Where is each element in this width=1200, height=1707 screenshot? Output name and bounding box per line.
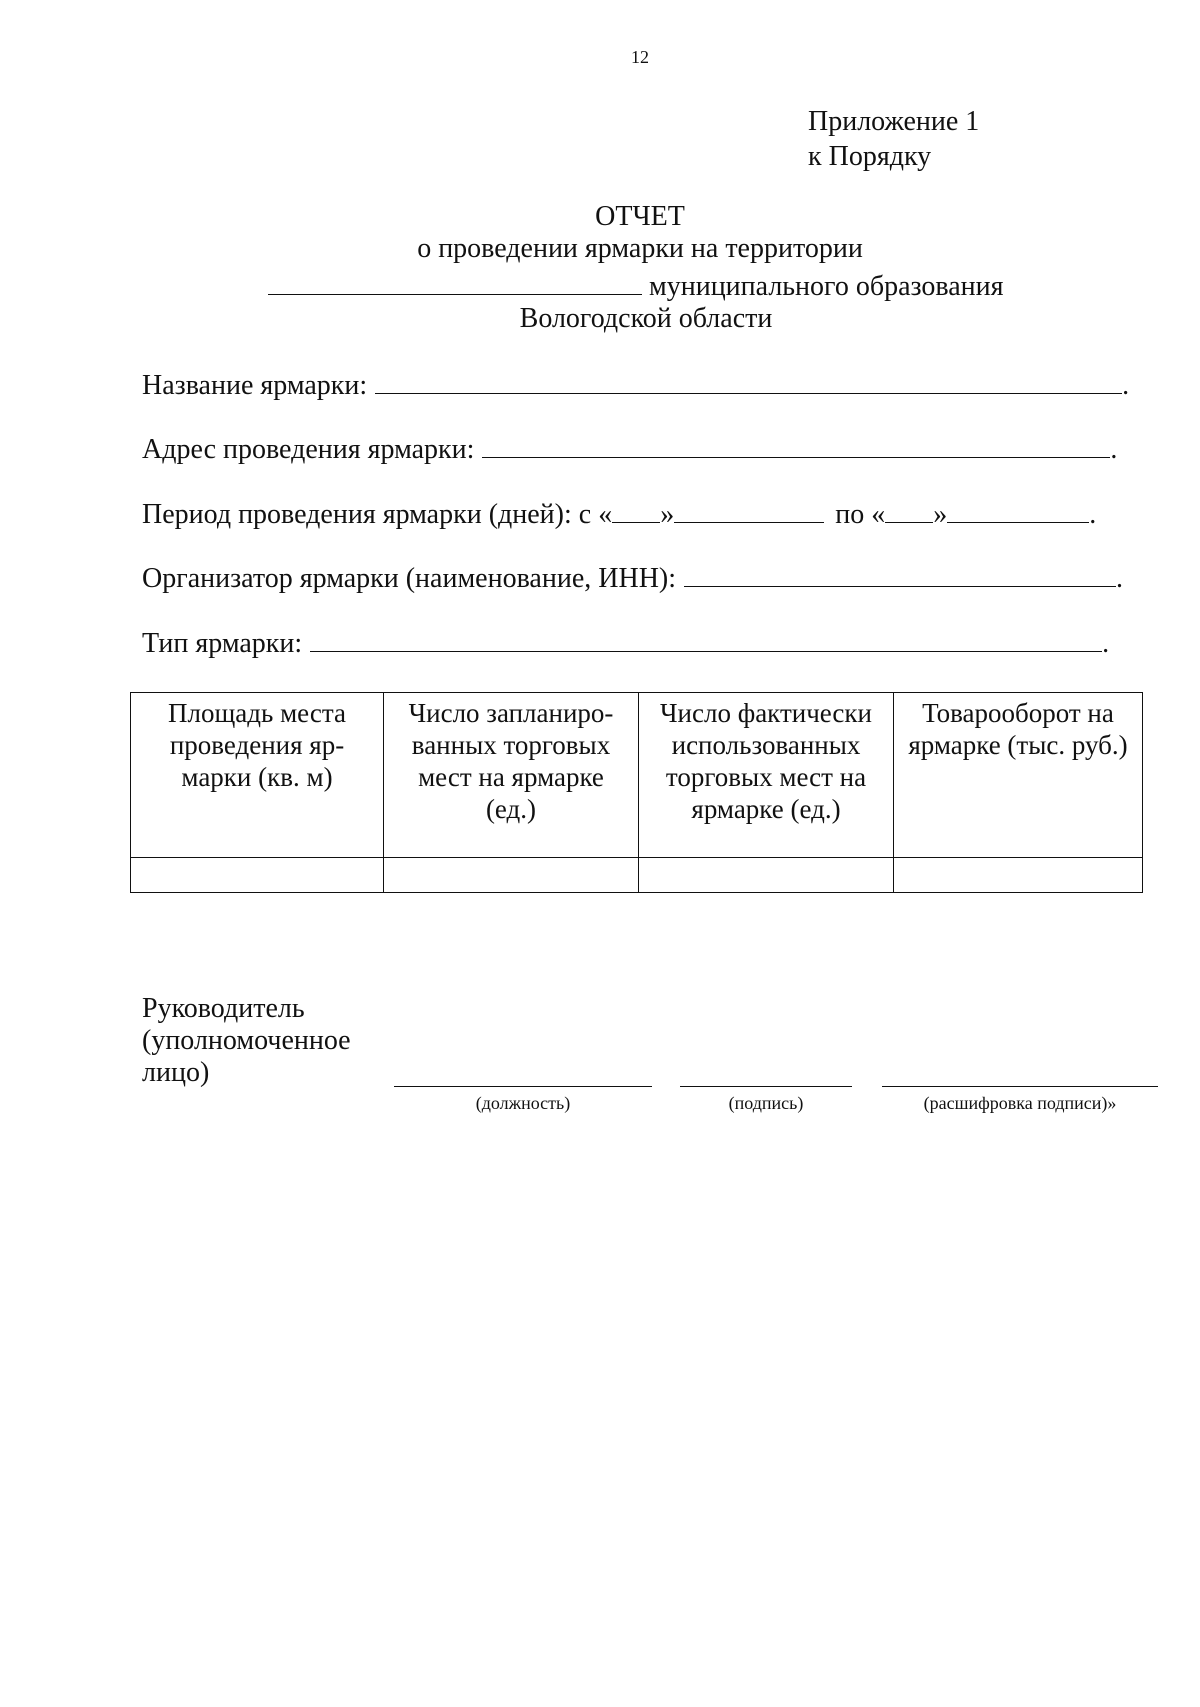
fair-address-blank[interactable] [482, 430, 1110, 458]
fair-type-blank[interactable] [310, 624, 1102, 652]
fair-type-field [142, 624, 1109, 660]
fair-name-blank[interactable] [375, 366, 1122, 394]
fair-organizer-field [142, 559, 1123, 595]
name-decoding-caption: (расшифровка подписи)» [923, 1093, 1117, 1113]
end-dot: . [1110, 434, 1118, 465]
fair-address-field [142, 430, 1117, 466]
position-signature-block [394, 1086, 652, 1114]
position-caption: (должность) [475, 1093, 571, 1113]
region-line: Вологодской области [519, 303, 773, 334]
period-start-month-blank[interactable] [674, 495, 824, 523]
fair-report-table [130, 692, 1143, 893]
fair-name-label: Название ярмарки: [142, 370, 368, 401]
period-label: Период проведения ярмарки (дней): с « [142, 499, 613, 530]
name-decoding-line[interactable] [882, 1086, 1158, 1087]
cell-turnover[interactable] [894, 858, 1143, 893]
end-dot: . [1116, 563, 1124, 594]
document-subtitle: о проведении ярмарки на территории [417, 233, 863, 264]
table-header-row [131, 693, 1143, 858]
appendix-line-1: Приложение 1 [808, 106, 980, 137]
fair-period-field [142, 495, 1096, 531]
header-area: Площадь места проведения яр-марки (кв. м) [131, 693, 384, 858]
header-actual-places: Число фактически использованных торговых мест на ярмарке (ед.) [639, 693, 894, 858]
fair-type-label: Тип ярмарки: [142, 628, 303, 659]
period-close-quote: » [933, 499, 948, 530]
page-number: 12 [631, 47, 649, 67]
organizer-blank[interactable] [684, 559, 1116, 587]
fair-name-field [142, 366, 1129, 402]
signature-caption: (подпись) [728, 1093, 804, 1113]
signature-line[interactable] [680, 1086, 852, 1087]
cell-planned-places[interactable] [384, 858, 639, 893]
name-decoding-block [882, 1086, 1158, 1114]
appendix-reference [808, 104, 979, 174]
document-title: ОТЧЕТ [595, 201, 685, 232]
period-close-quote: » [660, 499, 675, 530]
signer-line-1: Руководитель [142, 993, 305, 1024]
end-dot: . [1089, 499, 1097, 530]
period-end-day-blank[interactable] [885, 495, 933, 523]
end-dot: . [1122, 370, 1130, 401]
end-dot: . [1102, 628, 1110, 659]
signer-line-3: лицо) [142, 1057, 210, 1088]
table-row [131, 858, 1143, 893]
header-turnover: Товарооборот на ярмарке (тыс. руб.) [894, 693, 1143, 858]
period-end-month-blank[interactable] [947, 495, 1089, 523]
signature-block [680, 1086, 852, 1114]
municipality-blank[interactable] [268, 268, 642, 295]
signer-line-2: (уполномоченное [142, 1025, 351, 1056]
municipality-line [268, 268, 1004, 303]
cell-actual-places[interactable] [639, 858, 894, 893]
fair-address-label: Адрес проведения ярмарки: [142, 434, 475, 465]
period-start-day-blank[interactable] [612, 495, 660, 523]
header-planned-places: Число запланиро-ванных торговых мест на ярмарке (ед.) [384, 693, 639, 858]
organizer-label: Организатор ярмарки (наименование, ИНН): [142, 563, 677, 594]
appendix-line-2: к Порядку [808, 141, 932, 172]
municipality-suffix: муниципального образования [649, 271, 1004, 302]
signer-title [142, 993, 351, 1089]
position-line[interactable] [394, 1086, 652, 1087]
period-to-label: по « [835, 499, 886, 530]
cell-area[interactable] [131, 858, 384, 893]
